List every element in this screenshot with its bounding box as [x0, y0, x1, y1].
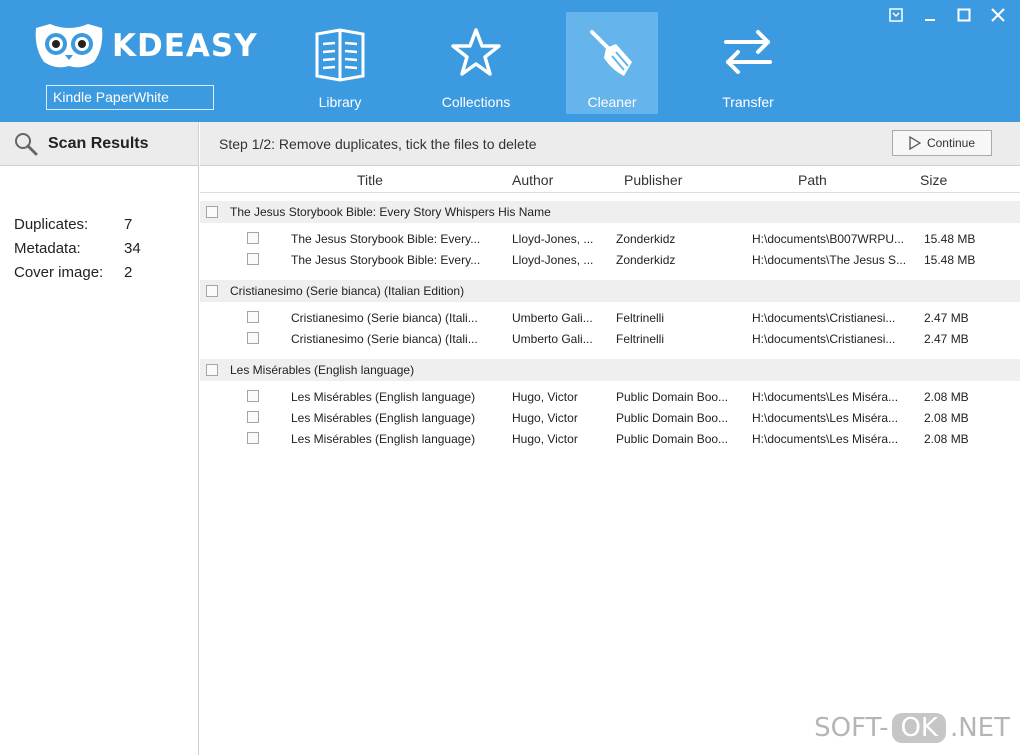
maximize-icon [957, 8, 971, 22]
cell-author: Lloyd-Jones, ... [512, 232, 594, 246]
group-title: Cristianesimo (Serie bianca) (Italian Edition) [230, 284, 465, 298]
cell-title: Les Misérables (English language) [291, 432, 476, 446]
owl-logo-icon [32, 22, 106, 70]
cell-size: 2.08 MB [924, 432, 969, 446]
column-author[interactable]: Author [512, 172, 554, 188]
stat-value: 2 [124, 263, 133, 281]
tab-collections-label: Collections [441, 94, 511, 110]
step-bar [200, 122, 1020, 166]
tab-cleaner[interactable] [566, 12, 658, 114]
stat-cover-image[interactable] [14, 260, 198, 284]
cell-size: 2.47 MB [924, 332, 969, 346]
tab-cleaner-label: Cleaner [587, 94, 637, 110]
cell-publisher: Public Domain Boo... [616, 390, 729, 404]
group-checkbox[interactable] [206, 364, 218, 376]
cell-size: 15.48 MB [924, 232, 976, 246]
search-icon [14, 132, 38, 156]
continue-button[interactable] [892, 130, 992, 156]
main-panel [200, 122, 1020, 755]
minimize-icon [923, 8, 937, 22]
column-size[interactable]: Size [920, 172, 948, 188]
app-logo [32, 22, 258, 70]
group-checkbox[interactable] [206, 206, 218, 218]
tab-transfer[interactable] [702, 12, 794, 114]
scan-results-header [0, 122, 198, 166]
file-checkbox[interactable] [247, 253, 259, 265]
cell-path: H:\documents\The Jesus S... [752, 253, 907, 267]
cell-author: Hugo, Victor [512, 432, 578, 446]
step-instructions: Step 1/2: Remove duplicates, tick the files to delete [219, 135, 537, 152]
cell-title: Cristianesimo (Serie bianca) (Itali... [291, 332, 478, 346]
transfer-arrows-icon [720, 26, 776, 78]
maximize-button[interactable] [950, 4, 978, 26]
stat-value: 34 [124, 239, 141, 257]
file-row[interactable] [200, 228, 1020, 249]
continue-label: Continue [926, 136, 976, 150]
group-row[interactable] [200, 201, 1020, 223]
cell-path: H:\documents\Cristianesi... [752, 332, 896, 346]
column-publisher[interactable]: Publisher [624, 172, 683, 188]
file-checkbox[interactable] [247, 432, 259, 444]
window-controls [882, 4, 1012, 26]
file-row[interactable] [200, 307, 1020, 328]
file-checkbox[interactable] [247, 311, 259, 323]
cell-author: Hugo, Victor [512, 390, 578, 404]
close-icon [991, 8, 1005, 22]
group-row[interactable] [200, 280, 1020, 302]
stat-label: Metadata: [14, 239, 81, 257]
cell-publisher: Zonderkidz [616, 253, 676, 267]
cell-publisher: Feltrinelli [616, 311, 665, 325]
cell-author: Lloyd-Jones, ... [512, 253, 594, 267]
cell-path: H:\documents\Les Miséra... [752, 411, 899, 425]
cell-publisher: Public Domain Boo... [616, 432, 729, 446]
cell-path: H:\documents\B007WRPU... [752, 232, 905, 246]
stat-label: Cover image: [14, 263, 104, 281]
cell-title: The Jesus Storybook Bible: Every... [291, 232, 481, 246]
column-path[interactable]: Path [798, 172, 827, 188]
tab-transfer-label: Transfer [722, 94, 774, 110]
watermark [814, 713, 1010, 743]
stat-duplicates[interactable] [14, 212, 198, 236]
cell-publisher: Zonderkidz [616, 232, 676, 246]
cell-author: Hugo, Victor [512, 411, 578, 425]
file-row[interactable] [200, 386, 1020, 407]
minimize-button[interactable] [916, 4, 944, 26]
cell-publisher: Public Domain Boo... [616, 411, 729, 425]
close-button[interactable] [984, 4, 1012, 26]
cell-size: 2.08 MB [924, 411, 969, 425]
app-name: KDEASY [112, 28, 258, 64]
watermark-left: SOFT- [814, 713, 889, 743]
stat-label: Duplicates: [14, 215, 89, 233]
tab-library[interactable] [294, 12, 386, 114]
sidebar [0, 122, 199, 755]
group-title: The Jesus Storybook Bible: Every Story Whispers His Name [230, 205, 551, 219]
file-checkbox[interactable] [247, 332, 259, 344]
cell-path: H:\documents\Les Miséra... [752, 390, 899, 404]
file-checkbox[interactable] [247, 232, 259, 244]
file-checkbox[interactable] [247, 390, 259, 402]
cell-title: Les Misérables (English language) [291, 390, 476, 404]
book-icon [313, 26, 367, 82]
file-row[interactable] [200, 249, 1020, 270]
cell-author: Umberto Gali... [512, 332, 593, 346]
cell-path: H:\documents\Cristianesi... [752, 311, 896, 325]
group-title: Les Misérables (English language) [230, 363, 415, 377]
duplicate-groups [200, 193, 1020, 453]
top-bar [0, 0, 1020, 122]
tab-library-label: Library [318, 94, 362, 110]
cell-size: 2.08 MB [924, 390, 969, 404]
watermark-ok: OK [892, 713, 946, 743]
star-icon [449, 26, 503, 80]
cell-author: Umberto Gali... [512, 311, 593, 325]
stat-value: 7 [124, 215, 133, 233]
tab-collections[interactable] [430, 12, 522, 114]
cell-size: 15.48 MB [924, 253, 976, 267]
scan-results-title: Scan Results [48, 134, 149, 152]
file-row[interactable] [200, 407, 1020, 428]
group-row[interactable] [200, 359, 1020, 381]
broom-icon [584, 26, 640, 82]
play-icon [909, 136, 921, 150]
menu-button[interactable] [882, 4, 910, 26]
file-checkbox[interactable] [247, 411, 259, 423]
stats-list [0, 212, 198, 284]
cell-path: H:\documents\Les Miséra... [752, 432, 899, 446]
column-title[interactable]: Title [357, 172, 383, 188]
file-row[interactable] [200, 328, 1020, 349]
device-name-field[interactable]: Kindle PaperWhite [46, 85, 214, 110]
watermark-right: .NET [949, 713, 1010, 743]
stat-metadata[interactable] [14, 236, 198, 260]
cell-title: Les Misérables (English language) [291, 411, 476, 425]
cell-size: 2.47 MB [924, 311, 969, 325]
group-checkbox[interactable] [206, 285, 218, 297]
cell-publisher: Feltrinelli [616, 332, 665, 346]
dropdown-menu-icon [889, 8, 903, 22]
file-row[interactable] [200, 428, 1020, 449]
cell-title: The Jesus Storybook Bible: Every... [291, 253, 481, 267]
cell-title: Cristianesimo (Serie bianca) (Itali... [291, 311, 478, 325]
column-headers [200, 166, 1020, 193]
